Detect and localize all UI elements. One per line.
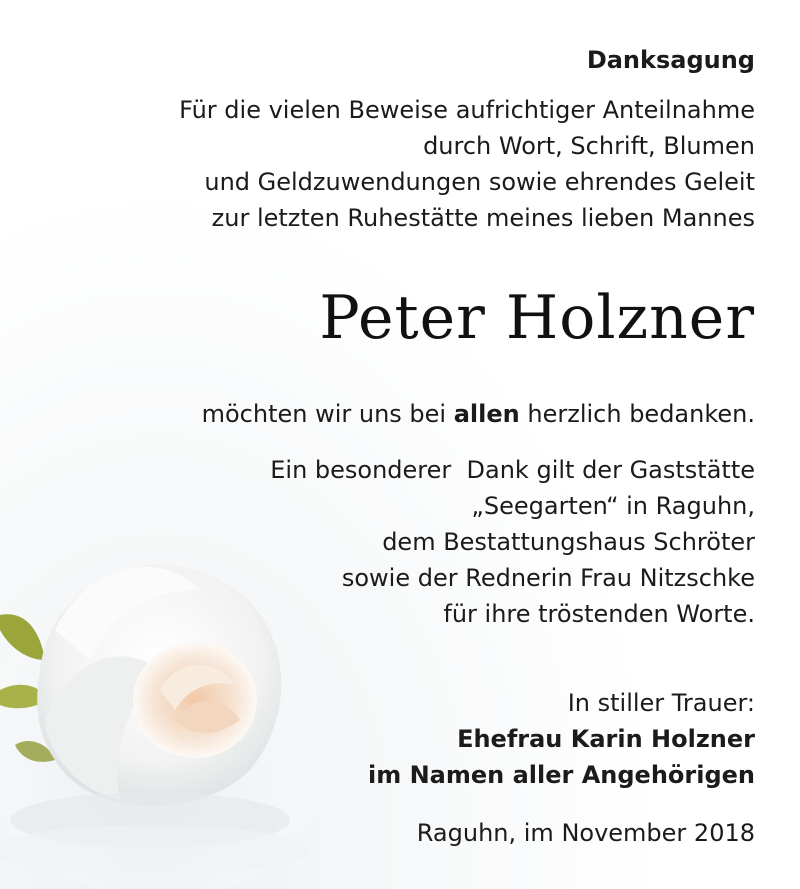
thanks-text-after: herzlich bedanken. — [519, 400, 755, 428]
thanks-emphasis: allen — [453, 400, 520, 428]
special-thanks-line: für ihre tröstenden Worte. — [443, 600, 755, 628]
special-thanks-line: sowie der Rednerin Frau Nitzschke — [341, 564, 755, 592]
heading: Danksagung — [586, 46, 755, 74]
intro-paragraph — [179, 92, 755, 236]
place-date: Raguhn, im November 2018 — [416, 819, 755, 847]
intro-line: zur letzten Ruhestätte meines lieben Mannes — [211, 204, 755, 232]
intro-line: Für die vielen Beweise aufrichtiger Anteilnahme — [179, 96, 755, 124]
intro-line: durch Wort, Schrift, Blumen — [423, 132, 755, 160]
special-thanks-paragraph — [270, 452, 755, 632]
thanks-text-before: möchten wir uns bei — [201, 400, 454, 428]
mourning-block — [368, 685, 755, 793]
signer-name: Ehefrau Karin Holzner — [457, 725, 755, 753]
special-thanks-line: Ein besonderer Dank gilt der Gaststätte — [270, 456, 755, 484]
deceased-name: Peter Holzner — [319, 283, 755, 353]
mourning-label: In stiller Trauer: — [567, 689, 755, 717]
special-thanks-line: „Seegarten“ in Raguhn, — [471, 492, 755, 520]
special-thanks-line: dem Bestattungshaus Schröter — [382, 528, 755, 556]
thanks-line — [202, 396, 755, 432]
signer-name: im Namen aller Angehörigen — [367, 761, 755, 789]
intro-line: und Geldzuwendungen sowie ehrendes Geleit — [204, 168, 755, 196]
